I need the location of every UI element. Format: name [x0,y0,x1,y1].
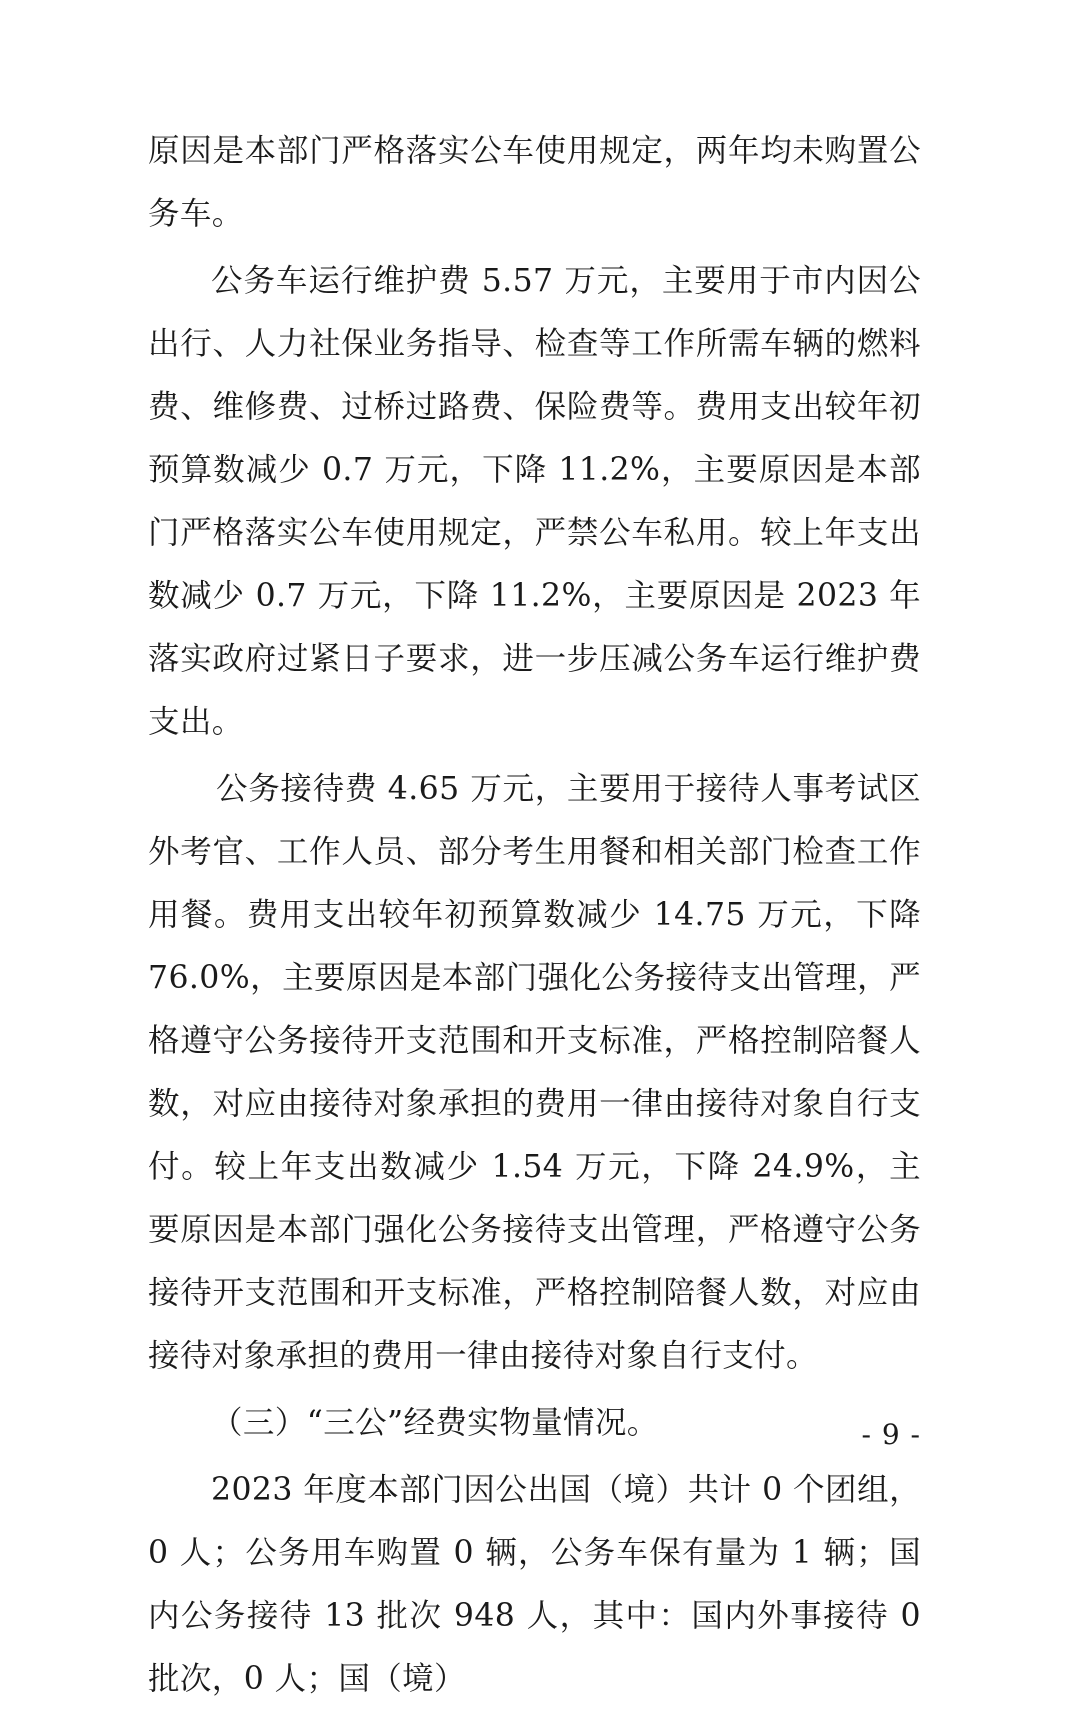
document-body [148,120,921,1711]
page-number: - 9 - [861,1418,921,1451]
paragraph-4-heading: （三）“三公”经费实物量情况。 [211,1405,659,1441]
paragraph-2: 公务车运行维护费 5.57 万元，主要用于市内因公出行、人力社保业务指导、检查等工作所需车辆的燃料费、维修费、过桥过路费、保险费等。费用支出较年初预算数减少 0.7 万元，下降 11.2%，主要原因是本部门严格落实公车使用规定，严禁公车私用。较上年支出数减少 0.7 万元，下降 11.2%，主要原因是 2023 年落实政府过紧日子要求，进一步压减公务车运行维护费支出。 [148,263,921,740]
paragraph-3: 公务接待费 4.65 万元，主要用于接待人事考试区外考官、工作人员、部分考生用餐和相关部门检查工作用餐。费用支出较年初预算数减少 14.75 万元，下降 76.0%，主要原因是本部门强化公务接待支出管理，严格遵守公务接待开支范围和开支标准，严格控制陪餐人数，对应由接待对象承担的费用一律由接待对象自行支付。较上年支出数减少 1.54 万元，下降 24.9%，主要原因是本部门强化公务接待支出管理，严格遵守公务接待开支范围和开支标准，严格控制陪餐人数，对应由接待对象承担的费用一律由接待对象自行支付。 [148,771,921,1374]
paragraph-1: 原因是本部门严格落实公车使用规定，两年均未购置公务车。 [148,133,921,232]
paragraph-5: 2023 年度本部门因公出国（境）共计 0 个团组，0 人；公务用车购置 0 辆，公务车保有量为 1 辆；国内公务接待 13 批次 948 人，其中：国内外事接待 0 批次，0 人；国（境） [148,1472,921,1697]
